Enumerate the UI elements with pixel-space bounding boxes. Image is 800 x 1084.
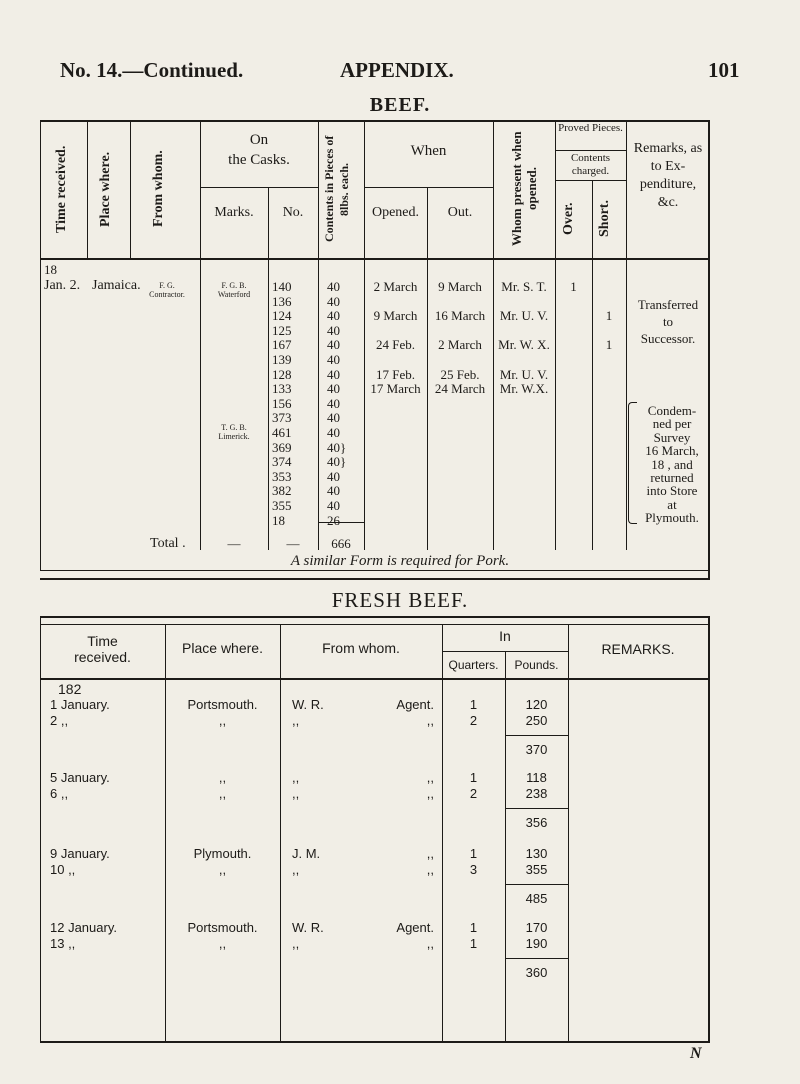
beef-mark1-place: Waterford [217,290,251,299]
cask-content: 40 [327,352,340,367]
fb-col-place: Place where. [182,640,263,656]
beef-total-value: 666 [331,536,351,551]
fb-year: 182 [58,681,82,697]
fb-place: Plymouth. [193,846,252,861]
fb-col-quarters: Quarters. [448,658,499,672]
fb-quarters: 1 [469,697,478,712]
fb-col-pounds: Pounds. [514,658,559,672]
fb-date: 13 ,, [50,936,76,951]
fb-place: ,, [218,862,227,877]
fb-from: J. M. [292,846,321,861]
fb-from: ,, [292,862,300,877]
entry-opened: 17 March [370,381,421,397]
running-header-center: APPENDIX. [340,58,454,82]
fb-quarters: 2 [469,786,478,801]
remarks-condemned: Condem- ned per Survey 16 March, 18 , and returned into Store at Plymouth. [645,403,699,526]
fb-place: Portsmouth. [187,920,258,935]
fb-quarters: 1 [469,920,478,935]
fb-date: 9 January. [50,846,110,861]
cask-content: 26 [327,512,340,528]
cask-number: 373 [272,410,292,426]
col-place-where: Place where. [98,151,113,227]
fb-pounds: 130 [525,846,548,861]
cask-number: 18 [272,512,285,528]
beef-title: BEEF. [369,94,431,116]
entry-whom: Mr. W. X. [498,337,550,353]
entry-whom: Mr. S. T. [501,279,547,294]
col-whom-present: Whom present when opened. [509,131,539,247]
remarks-transferred: Transferred to Successor. [637,297,699,346]
col-on-casks: On the Casks. [228,132,290,168]
beef-total-dash-no: — [286,536,300,551]
fb-role: ,, [426,770,434,785]
entry-opened: 24 Feb. [376,337,415,353]
beef-mark2-place: Limerick. [218,432,250,441]
fb-date: 5 January. [50,770,110,785]
fb-total-rule [505,958,568,959]
entry-whom: Mr. U. V. [499,308,549,324]
cask-number: 133 [272,381,292,397]
fb-from: ,, [292,936,300,951]
fb-date: 12 January. [50,920,117,935]
fb-role: ,, [426,862,434,877]
fb-col-in: In [499,628,511,644]
cask-number: 156 [272,395,292,411]
fb-from: W. R. [292,920,324,935]
fb-role: ,, [426,936,434,951]
fb-total: 370 [525,742,548,757]
fb-role: ,, [426,713,434,728]
fb-place: ,, [218,713,227,728]
fb-total: 485 [525,891,548,906]
fb-role: ,, [426,786,434,801]
col-opened: Opened. [371,205,420,220]
fb-date: 6 ,, [50,786,69,801]
col-out: Out. [447,205,473,220]
fb-from: ,, [292,713,300,728]
fb-pounds: 190 [525,936,548,951]
cask-content: 40 [327,483,340,499]
beef-mark2: T. G. B. [221,423,247,432]
fb-total-rule [505,884,568,885]
fb-role: ,, [426,846,434,861]
beef-from-whom-role: Contractor. [149,290,185,299]
col-contents: Contents in Pieces of 8lbs. each. [322,135,351,243]
entry-opened: 9 March [373,308,418,324]
entry-whom: Mr. W.X. [499,381,549,397]
fb-date: 10 ,, [50,862,76,877]
col-contents-charged: Contents charged. [570,152,611,177]
fb-col-time: Time received. [74,633,131,665]
cask-content: 40 [327,337,340,353]
cask-number: 369 [272,439,292,455]
cask-number: 124 [272,308,292,324]
fb-total-rule [505,808,568,809]
fb-pounds: 355 [525,862,548,877]
fb-quarters: 1 [469,770,478,785]
fb-place: ,, [218,786,227,801]
cask-content: 40} [327,454,347,470]
entry-out: 16 March [434,308,486,324]
entry-out: 2 March [438,337,482,353]
fb-place: ,, [218,770,227,785]
fb-pounds: 238 [525,786,548,801]
fb-quarters: 2 [469,713,478,728]
page-number: 101 [708,58,740,82]
cask-number: 461 [272,425,292,440]
fb-from: ,, [292,786,300,801]
beef-place: Jamaica. [92,278,141,293]
entry-out: 9 March [438,279,482,294]
cask-content: 40 [327,425,340,440]
col-marks: Marks. [214,205,254,220]
cask-content: 40 [327,468,340,484]
fb-place: Portsmouth. [187,697,258,712]
cask-content: 40 [327,366,340,382]
entry-short: 1 [605,337,613,353]
cask-number: 382 [272,483,292,499]
cask-content: 40 [327,293,340,309]
fb-role: Agent. [396,697,434,712]
cask-number: 167 [272,337,292,353]
fb-date: 2 ,, [50,713,69,728]
fresh-beef-title: FRESH BEEF. [331,588,469,612]
fb-pounds: 170 [525,920,548,935]
entry-short: 1 [605,308,613,324]
cask-number: 128 [272,366,292,382]
fb-from: ,, [292,770,300,785]
fb-pounds: 250 [525,713,548,728]
fb-col-from: From whom. [322,640,400,656]
fb-pounds: 120 [525,697,548,712]
col-from-whom: From whom. [151,150,166,228]
entry-opened: 17 Feb. [376,366,415,382]
cask-number: 125 [272,322,292,338]
entry-out: 24 March [434,381,486,397]
cask-content: 40 [327,308,340,324]
col-when: When [410,143,447,159]
entry-opened: 2 March [373,279,418,294]
signature-mark: N [690,1045,702,1062]
beef-date: Jan. 2. [44,278,81,293]
cask-content: 40 [327,395,340,411]
fb-date: 1 January. [50,697,110,712]
cask-content: 40 [327,279,340,294]
fb-quarters: 3 [469,862,478,877]
fb-from: W. R. [292,697,324,712]
col-remarks: Remarks, as to Ex-penditure, &c. [633,141,703,210]
col-over: Over. [561,202,576,236]
cask-content: 40 [327,381,340,397]
fb-quarters: 1 [469,936,478,951]
col-proved-pieces: Proved Pieces. [558,122,623,134]
fb-place: ,, [218,936,227,951]
entry-whom: Mr. U. V. [499,366,549,382]
fb-col-remarks: REMARKS. [601,641,675,657]
col-short: Short. [597,200,612,238]
fb-total-rule [505,735,568,736]
cask-content: 40} [327,439,347,455]
cask-number: 353 [272,468,292,484]
cask-number: 139 [272,352,292,367]
cask-number: 355 [272,498,292,513]
beef-mark1: F. G. B. [221,281,247,290]
fb-total: 360 [525,965,548,980]
beef-year: 18 [44,262,57,277]
running-header-left: No. 14.—Continued. [60,58,244,82]
cask-content: 40 [327,498,340,513]
entry-out: 25 Feb. [440,366,480,382]
fb-total: 356 [525,815,548,830]
fb-pounds: 118 [526,770,547,785]
fb-role: Agent. [396,920,434,935]
cask-content: 40 [327,322,340,338]
pork-note: A similar Form is required for Pork. [290,553,510,569]
beef-total-label: Total . [150,536,186,551]
fb-quarters: 1 [469,846,478,861]
col-no: No. [282,205,304,220]
beef-from-whom: F. G. [159,281,175,290]
cask-number: 136 [272,293,292,309]
cask-content: 40 [327,410,340,426]
entry-over: 1 [570,279,577,294]
cask-number: 374 [272,454,292,470]
cask-number: 140 [272,279,292,294]
beef-total-dash-marks: — [227,536,241,551]
col-time-received: Time received. [54,145,69,233]
